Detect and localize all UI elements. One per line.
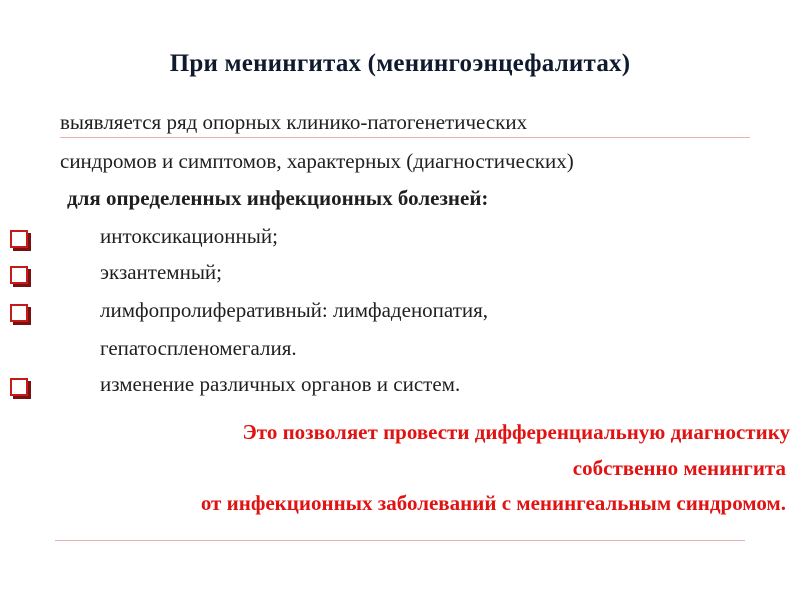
- hollow-square-bullet-icon: [10, 378, 28, 396]
- divider-line: [60, 137, 750, 138]
- hollow-square-bullet-icon: [10, 266, 28, 284]
- list-item: изменение различных органов и систем.: [100, 372, 461, 396]
- intro-bold-line: для определенных инфекционных болезней:: [67, 186, 489, 210]
- slide-title: При менингитах (менингоэнцефалитах): [169, 50, 631, 77]
- intro-line-1: выявляется ряд опорных клинико-патогенетических: [60, 110, 528, 134]
- intro-line-2: синдромов и симптомов, характерных (диагностических): [60, 149, 574, 173]
- hollow-square-bullet-icon: [10, 230, 28, 248]
- list-item-continuation: гепатоспленомегалия.: [100, 336, 297, 360]
- conclusion-line-1: Это позволяет провести дифференциальную диагностику: [242, 420, 790, 444]
- bottom-divider-line: [55, 540, 745, 541]
- list-item: интоксикационный;: [100, 224, 278, 248]
- list-item: лимфопролиферативный: лимфаденопатия,: [100, 298, 489, 322]
- list-item: экзантемный;: [100, 260, 223, 284]
- hollow-square-bullet-icon: [10, 304, 28, 322]
- conclusion-line-3: от инфекционных заболеваний с менингеальным синдромом.: [200, 491, 786, 515]
- conclusion-line-2: собственно менингита: [572, 456, 786, 480]
